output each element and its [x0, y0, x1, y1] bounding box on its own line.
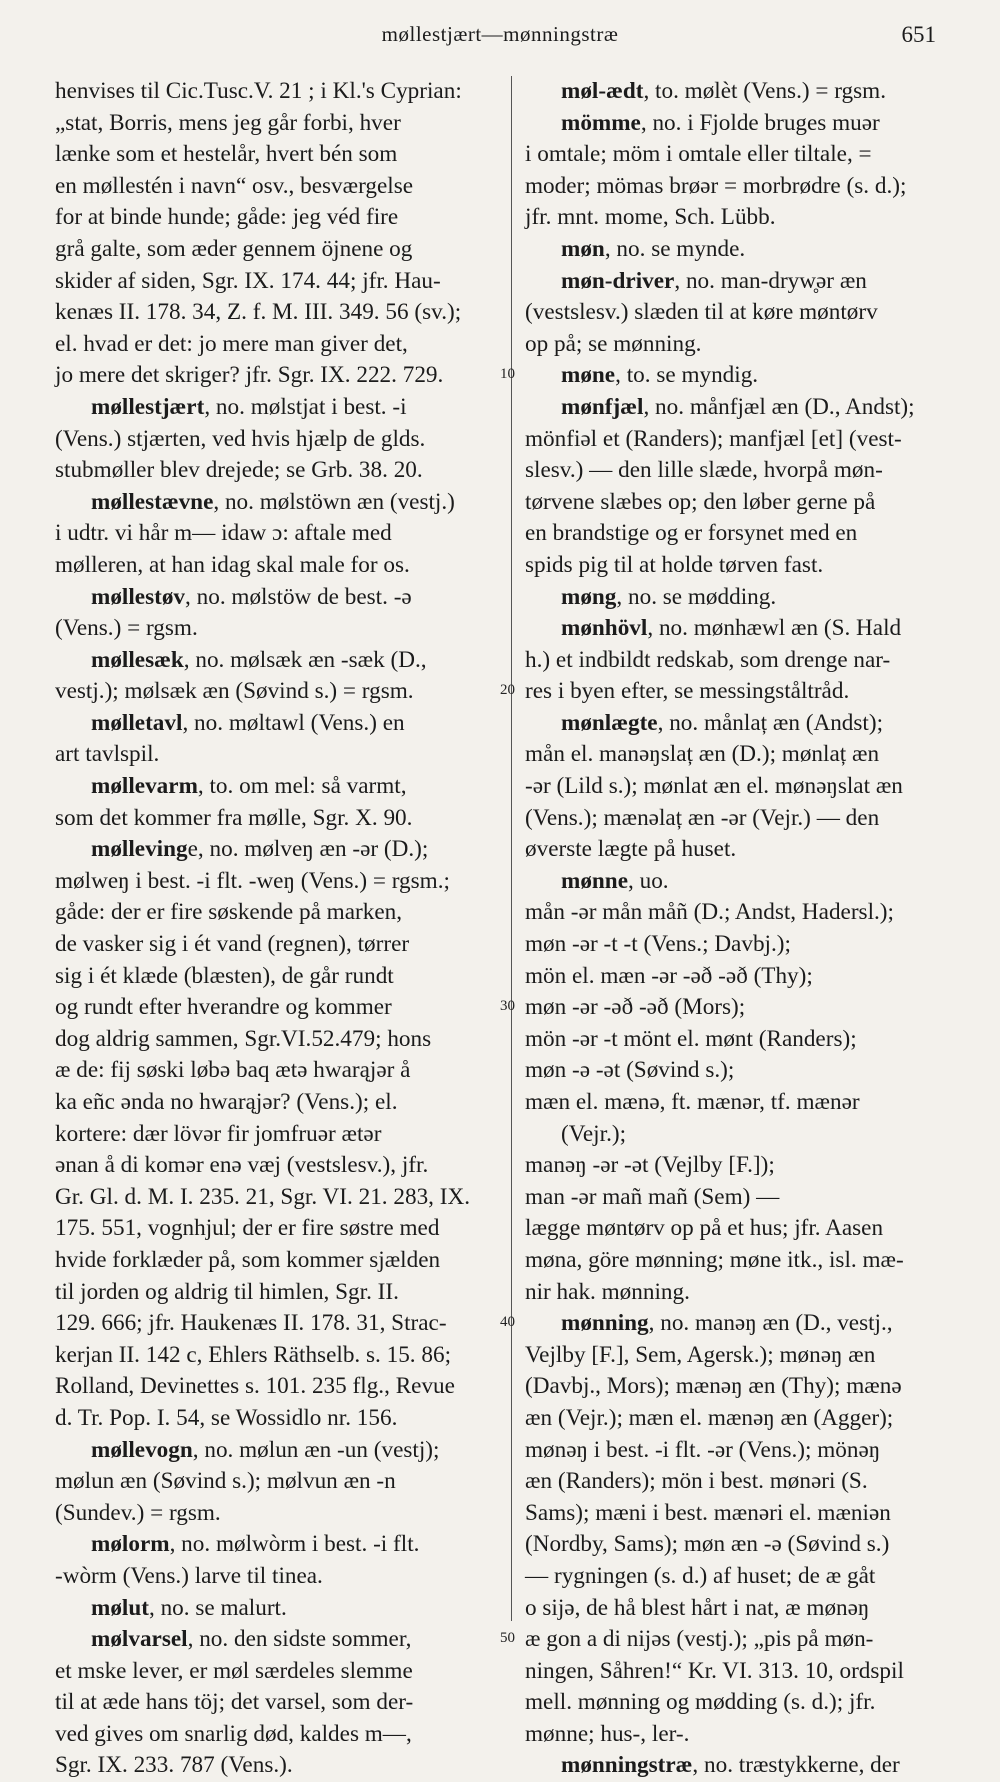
text-line [525, 834, 965, 866]
entry-headword-line [525, 1750, 965, 1782]
line-text: æ gon a di nijəs (vestj.); „pis på møn- [525, 1626, 874, 1653]
text-line [55, 803, 503, 835]
text-line [55, 1277, 503, 1309]
text-line [55, 171, 503, 203]
line-text: , no. møltawl (Vens.) en [182, 709, 405, 736]
headword: møllestøv [91, 583, 186, 610]
text-line [55, 329, 503, 361]
line-text: kenæs II. 178. 34, Z. f. M. III. 349. 56 (sv.); [55, 299, 462, 326]
headword: mömme [561, 109, 641, 136]
line-text: ənan å di komər enə væj (vestslesv.), jfr. [55, 1152, 429, 1179]
text-line [55, 234, 503, 266]
text-line [55, 1150, 503, 1182]
line-text: Vejlby [F.], Sem, Agersk.); mønəŋ æn [525, 1341, 876, 1368]
line-text: i omtale; möm i omtale eller tiltale, = [525, 141, 872, 168]
line-text: en møllestén i navn“ osv., besværgelse [55, 172, 414, 199]
text-line [55, 1687, 503, 1719]
entry-headword-line [55, 834, 503, 866]
text-line [55, 1213, 503, 1245]
text-line [55, 992, 503, 1024]
text-line [525, 1656, 965, 1688]
text-line [55, 518, 503, 550]
line-text: „stat, Borris, mens jeg går forbi, hver [55, 109, 401, 136]
text-line [55, 929, 503, 961]
text-line [55, 1308, 503, 1340]
entry-headword-line [525, 708, 965, 740]
line-text: et mske lever, er møl særdeles slemme [55, 1657, 413, 1684]
text-line [55, 202, 503, 234]
line-text: mell. mønning og mødding (s. d.); jfr. [525, 1689, 876, 1716]
line-text: , no. se mynde. [604, 235, 746, 262]
line-text: som det kommer fra mølle, Sgr. X. 90. [55, 804, 413, 831]
line-text: res i byen efter, se messingståltråd. [525, 678, 850, 705]
text-line [55, 866, 503, 898]
line-text: mönfiəl et (Randers); manfjæl [et] (vest- [525, 425, 902, 452]
headword: møllevarm [91, 773, 198, 800]
headword: møng [561, 583, 617, 610]
headword: møllestævne [91, 488, 214, 515]
line-text: (Davbj., Mors); mænəŋ æn (Thy); mænə [525, 1373, 902, 1400]
text-line [525, 1561, 965, 1593]
text-line [55, 613, 503, 645]
text-line [55, 1055, 503, 1087]
line-text: , to. se myndig. [615, 362, 759, 389]
line-text: dog aldrig sammen, Sgr.VI.52.479; hons [55, 1025, 432, 1052]
text-line [525, 550, 965, 582]
text-line [55, 1371, 503, 1403]
headword: møn-driver [561, 267, 675, 294]
headword: mønfjæl [561, 393, 644, 420]
text-line [525, 1687, 965, 1719]
line-text: møn -ər -t -t (Vens.; Davbj.); [525, 931, 791, 958]
line-text: møn -ə -ət (Søvind s.); [525, 1057, 735, 1084]
line-text: mæn el. mænə, ft. mænər, tf. mænər [525, 1089, 860, 1115]
text-line [55, 455, 503, 487]
line-text: moder; mömas brøər = morbrødre (s. d.); [525, 172, 907, 199]
entry-headword-line [55, 771, 503, 803]
line-text: -wòrm (Vens.) larve til tinea. [55, 1562, 323, 1589]
text-line [55, 360, 503, 392]
text-line [525, 929, 965, 961]
line-text: mølleren, at han idag skal male for os. [55, 551, 410, 578]
line-text: , no. man-dryw̥ər æn [674, 267, 867, 294]
text-line [525, 1087, 965, 1119]
entry-headword-line [525, 360, 965, 392]
line-text: sig i ét klæde (blæsten), de går rundt [55, 962, 394, 989]
line-text: en brandstige og er forsynet med en [525, 520, 858, 547]
headword: mønning [561, 1310, 649, 1337]
line-text: d. Tr. Pop. I. 54, se Wossidlo nr. 156. [55, 1404, 398, 1431]
line-text: , uo. [628, 867, 669, 894]
text-line [55, 1498, 503, 1530]
line-text: (Vens.) stjærten, ved hvis hjælp de glds. [55, 425, 426, 452]
line-text: , no. i Fjolde bruges muər [640, 109, 880, 136]
line-text: æn (Vejr.); mæn el. mænəŋ æn (Agger); [525, 1404, 894, 1431]
line-text: i udtr. vi hår m— idaw ɔ: aftale med [55, 520, 392, 547]
headword: mølletavl [91, 709, 183, 736]
text-line [525, 771, 965, 803]
page-number: 651 [901, 22, 936, 47]
line-text: -ər (Lild s.); mønlat æn el. mønəŋslat æn [525, 773, 903, 800]
text-line [525, 897, 965, 929]
text-line [525, 1213, 965, 1245]
headword: mølorm [91, 1531, 170, 1558]
entry-headword-line [525, 582, 965, 614]
line-text: jo mere det skriger? jfr. Sgr. IX. 222. 729. [55, 362, 444, 389]
entry-headword-line [55, 582, 503, 614]
text-line [525, 1277, 965, 1309]
entry-headword-line [525, 76, 965, 108]
text-line [525, 1371, 965, 1403]
text-line [55, 1466, 503, 1498]
line-text: møna, göre mønning; møne itk., isl. mæ- [525, 1246, 904, 1273]
text-line [55, 424, 503, 456]
headword: mønlægte [561, 709, 658, 736]
headword: møl-ædt [561, 78, 644, 104]
line-text: mølun æn (Søvind s.); mølvun æn -n [55, 1468, 396, 1495]
text-line [525, 1403, 965, 1435]
line-text: , no. den sidste sommer, [187, 1626, 412, 1653]
headword: mønne [561, 867, 628, 894]
line-text: , no. mølwòrm i best. -i flt. [169, 1531, 420, 1558]
line-text: for at binde hunde; gåde: jeg véd fire [55, 204, 399, 231]
text-line [525, 1435, 965, 1467]
line-text: (Vejr.); [561, 1120, 627, 1147]
entry-headword-line [55, 1624, 503, 1656]
text-line [525, 1150, 965, 1182]
entry-headword-line [525, 392, 965, 424]
text-line [55, 1403, 503, 1435]
headword: møllesæk [91, 646, 184, 673]
text-line [55, 76, 503, 108]
line-number: 20 [500, 682, 515, 699]
line-text: de vasker sig i ét vand (regnen), tørrer [55, 931, 410, 958]
headword: mølleving [91, 836, 188, 863]
line-text: lægge møntørv op på et hus; jfr. Aasen [525, 1215, 884, 1242]
headword: møn [561, 235, 605, 262]
text-line [55, 739, 503, 771]
line-text: , no. se malurt. [148, 1594, 287, 1621]
entry-headword-line [525, 866, 965, 898]
entry-headword-line [55, 1593, 503, 1625]
line-text: mønəŋ i best. -i flt. -ər (Vens.); mönəŋ [525, 1436, 881, 1463]
line-text: stubmøller blev drejede; se Grb. 38. 20. [55, 457, 423, 484]
line-text: grå galte, som æder gennem öjnene og [55, 235, 413, 262]
line-text: hvide forklæder på, som kommer sjælden [55, 1246, 441, 1273]
text-line [525, 518, 965, 550]
line-text: Rolland, Devinettes s. 101. 235 flg., Revue [55, 1373, 455, 1400]
text-line [525, 1024, 965, 1056]
line-text: vestj.); mølsæk æn (Søvind s.) = rgsm. [55, 678, 414, 705]
line-text: , no. træstykkerne, der [692, 1752, 900, 1779]
entry-headword-line [55, 1435, 503, 1467]
headword: mønhövl [561, 615, 648, 642]
headword: mølvarsel [91, 1626, 188, 1653]
line-text: (Nordby, Sams); møn æn -ə (Søvind s.) [525, 1531, 890, 1558]
text-line [55, 1119, 503, 1151]
line-text: , no. se mødding. [616, 583, 777, 610]
text-line [525, 676, 965, 708]
line-text: gåde: der er fire søskende på marken, [55, 899, 403, 926]
line-text: Sams); mæni i best. mænəri el. mæniən [525, 1499, 891, 1526]
line-text: kortere: dær lövər fir jomfruər ætər [55, 1120, 382, 1147]
text-line [525, 1245, 965, 1277]
text-line [525, 171, 965, 203]
column-divider [511, 76, 512, 1621]
line-text: mön el. mæn -ər -əð -əð (Thy); [525, 962, 813, 989]
text-line [525, 803, 965, 835]
text-line [525, 1593, 965, 1625]
text-line [525, 1529, 965, 1561]
text-line [55, 1087, 503, 1119]
text-line [55, 1656, 503, 1688]
entry-headword-line [525, 613, 965, 645]
running-header [0, 22, 1000, 58]
text-line [525, 739, 965, 771]
text-line [55, 1750, 503, 1782]
headword: møne [561, 362, 616, 389]
line-text: og rundt efter hverandre og kommer [55, 994, 392, 1021]
line-text: mån -ər mån måñ (D.; Andst, Hadersl.); [525, 899, 894, 926]
text-line [55, 1719, 503, 1751]
text-line [55, 266, 503, 298]
text-line [55, 1340, 503, 1372]
headword: mønningstræ [561, 1752, 693, 1779]
right-column [525, 76, 965, 1779]
line-text: nir hak. mønning. [525, 1278, 690, 1305]
line-number: 30 [500, 998, 515, 1015]
text-line [525, 1182, 965, 1214]
line-text: slesv.) — den lille slæde, hvorpå møn- [525, 457, 883, 484]
line-text: ningen, Såhren!“ Kr. VI. 313. 10, ordspil [525, 1657, 904, 1684]
line-text: , no. mølun æn -un (vestj); [192, 1436, 440, 1463]
text-line [525, 1498, 965, 1530]
line-text: op på; se mønning. [525, 330, 702, 357]
line-text: h.) et indbildt redskab, som drenge nar- [525, 646, 891, 673]
line-text: møn -ər -əð -əð (Mors); [525, 994, 746, 1021]
headword: møllestjært [91, 393, 205, 420]
entry-headword-line [525, 266, 965, 298]
headword: mølut [91, 1594, 149, 1621]
line-text: , no. manəŋ æn (D., vestj., [648, 1310, 893, 1337]
text-line [55, 1245, 503, 1277]
text-line [55, 1561, 503, 1593]
text-line [55, 1182, 503, 1214]
text-line [55, 297, 503, 329]
line-text: ved gives om snarlig død, kaldes m—, [55, 1720, 412, 1747]
text-line [525, 1624, 965, 1656]
line-text: ka eñc ənda no hwarąjər? (Vens.); el. [55, 1089, 398, 1115]
text-line [55, 550, 503, 582]
left-column [55, 76, 503, 1779]
line-number: 50 [500, 1630, 515, 1647]
text-line [55, 961, 503, 993]
text-line [525, 139, 965, 171]
line-text: , no. mølstöwn æn (vestj.) [213, 488, 455, 515]
text-line [525, 297, 965, 329]
text-line [55, 139, 503, 171]
line-text: , no. mønhæwl æn (S. Hald [647, 615, 902, 642]
line-text: spids pig til at holde tørven fast. [525, 551, 824, 578]
line-text: art tavlspil. [55, 741, 160, 768]
text-line [525, 1466, 965, 1498]
line-text: , no. mølstjat i best. -i [204, 393, 407, 420]
line-text: skider af siden, Sgr. IX. 174. 44; jfr. Hau- [55, 267, 441, 294]
line-text: , to. om mel: så varmt, [197, 773, 407, 800]
line-text: , no. månfjæl æn (D., Andst); [643, 393, 915, 420]
line-text: , no. mølstöw de best. -ə [185, 583, 412, 610]
line-text: henvises til Cic.Tusc.V. 21 ; i Kl.'s Cyprian: [55, 78, 462, 104]
line-text: Sgr. IX. 233. 787 (Vens.). [55, 1752, 293, 1779]
text-line [55, 897, 503, 929]
line-text: mön -ər -t mönt el. mønt (Randers); [525, 1025, 857, 1052]
line-number: 10 [500, 366, 515, 383]
line-text: øverste lægte på huset. [525, 836, 737, 863]
line-text: man -ər mañ mañ (Sem) — [525, 1183, 780, 1210]
text-line [525, 329, 965, 361]
entry-headword-line [55, 1529, 503, 1561]
text-line [525, 1719, 965, 1751]
line-text: o sijə, de hå blest hårt i nat, æ mønəŋ [525, 1594, 870, 1621]
line-text: manəŋ -ər -ət (Vejlby [F.]); [525, 1152, 775, 1179]
entry-headword-line [55, 487, 503, 519]
line-text: mønne; hus-, ler-. [525, 1720, 690, 1747]
line-text: 129. 666; jfr. Haukenæs II. 178. 31, Strac- [55, 1310, 447, 1337]
text-line [55, 676, 503, 708]
text-line [525, 424, 965, 456]
text-line [525, 645, 965, 677]
line-number: 40 [500, 1314, 515, 1331]
line-text: 175. 551, vognhjul; der er fire søstre med [55, 1215, 440, 1242]
line-text: , to. mølèt (Vens.) = rgsm. [643, 78, 887, 104]
text-line [525, 487, 965, 519]
line-text: til jorden og aldrig til himlen, Sgr. II. [55, 1278, 399, 1305]
entry-headword-line [525, 234, 965, 266]
line-text: (vestslesv.) slæden til at køre møntørv [525, 299, 878, 326]
line-text: , no. mølsæk æn -sæk (D., [183, 646, 427, 673]
line-text: e, no. mølveŋ æn -ər (D.); [187, 836, 429, 863]
text-line [525, 992, 965, 1024]
entry-headword-line [525, 108, 965, 140]
text-line [525, 202, 965, 234]
line-text: mølweŋ i best. -i flt. -weŋ (Vens.) = rgsm.; [55, 867, 450, 894]
text-line [525, 1055, 965, 1087]
line-text: kerjan II. 142 c, Ehlers Räthselb. s. 15. 86; [55, 1341, 452, 1368]
line-text: (Vens.) = rgsm. [55, 615, 198, 642]
text-line [525, 1340, 965, 1372]
entry-headword-line [55, 392, 503, 424]
entry-headword-line [525, 1308, 965, 1340]
line-text: , no. månlaț æn (Andst); [657, 709, 884, 736]
text-line [55, 1024, 503, 1056]
line-text: til at æde hans töj; det varsel, som der- [55, 1689, 414, 1716]
line-text: æ de: fij søski løbə baq ætə hwarąjər å [55, 1057, 411, 1084]
line-text: el. hvad er det: jo mere man giver det, [55, 330, 408, 357]
line-text: (Vens.); mænəlaț æn -ər (Vejr.) — den [525, 804, 880, 831]
text-line [525, 455, 965, 487]
line-text: æn (Randers); mön i best. mønəri (S. [525, 1468, 868, 1495]
header-title: møllestjært—mønningstræ [381, 22, 619, 46]
text-line [525, 961, 965, 993]
line-text: mån el. manəŋslaț æn (D.); mønlaț æn [525, 741, 880, 768]
entry-headword-line [55, 645, 503, 677]
line-text: (Sundev.) = rgsm. [55, 1499, 221, 1526]
line-text: — rygningen (s. d.) af huset; de æ gåt [525, 1562, 876, 1589]
text-line [55, 108, 503, 140]
headword: møllevogn [91, 1436, 193, 1463]
line-text: tørvene slæbes op; den løber gerne på [525, 488, 876, 515]
entry-headword-line [55, 708, 503, 740]
line-text: Gr. Gl. d. M. I. 235. 21, Sgr. VI. 21. 283, IX. [55, 1183, 471, 1210]
text-line [525, 1119, 965, 1151]
line-text: jfr. mnt. mome, Sch. Lübb. [525, 204, 776, 231]
line-text: lænke som et hestelår, hvert bén som [55, 141, 398, 168]
